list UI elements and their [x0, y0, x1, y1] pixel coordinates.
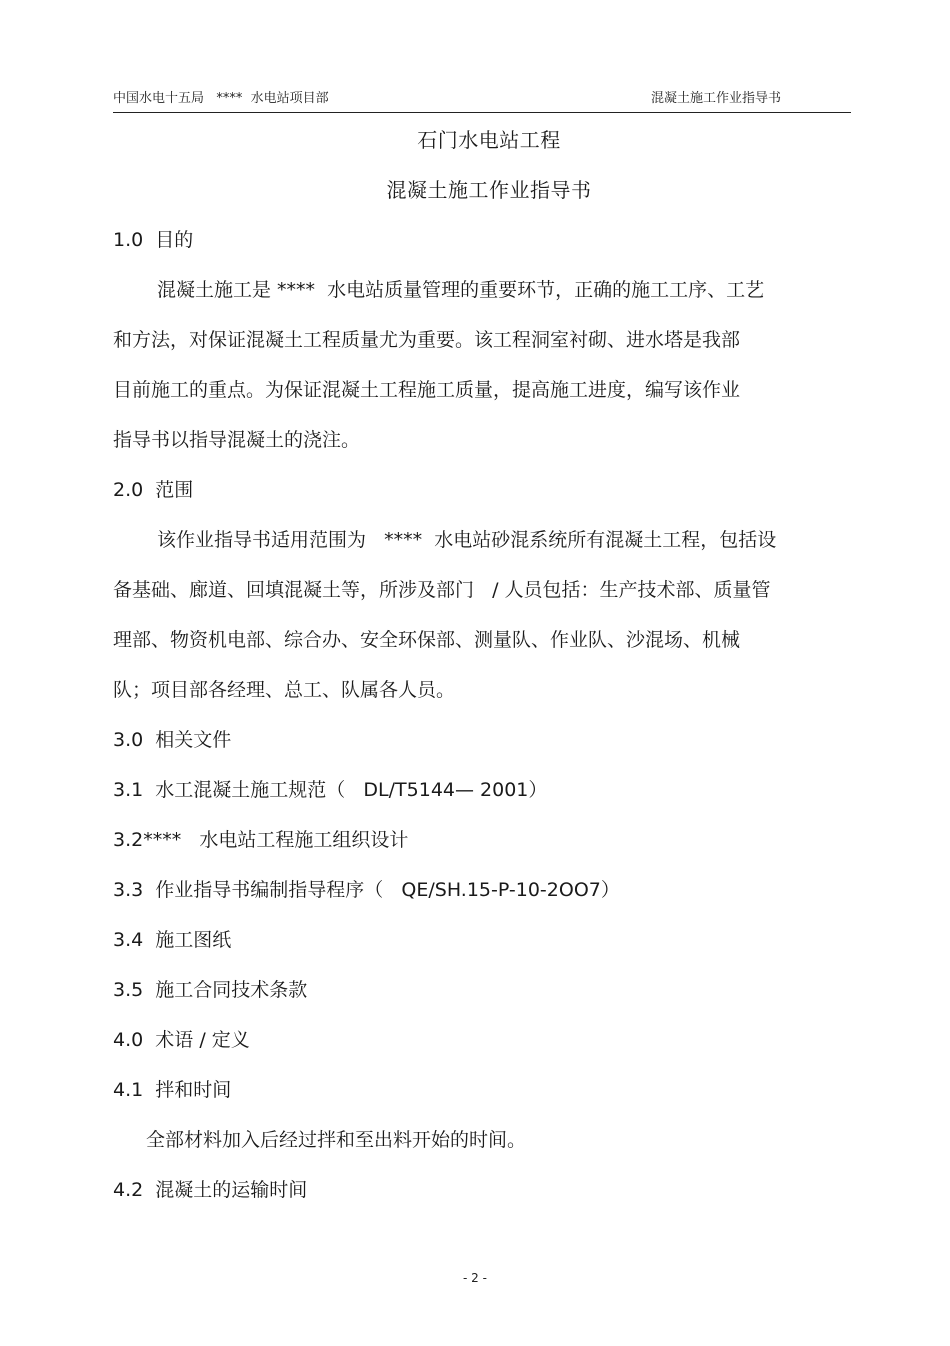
section-heading: 1.0 目的 — [113, 229, 194, 251]
reference-item: 3.5 施工合同技术条款 — [113, 979, 308, 1001]
project-title: 石门水电站工程 — [417, 128, 561, 152]
paragraph-line: 和方法，对保证混凝土工程质量尤为重要。该工程洞室衬砌、进水塔是我部 — [113, 329, 741, 351]
paragraph-line: 该作业指导书适用范围为 **** 水电站砂混系统所有混凝土工程，包括设 — [157, 529, 777, 551]
page-header — [113, 90, 851, 113]
reference-item: 3.4 施工图纸 — [113, 929, 232, 951]
document-title: 混凝土施工作业指导书 — [386, 178, 592, 202]
reference-item: 3.2**** 水电站工程施工组织设计 — [113, 829, 409, 851]
paragraph-line: 目前施工的重点。为保证混凝土工程施工质量，提高施工进度，编写该作业 — [113, 379, 741, 401]
paragraph-line: 队；项目部各经理、总工、队属各人员。 — [113, 679, 456, 701]
subsection-heading: 4.1 拌和时间 — [113, 1079, 232, 1101]
reference-item: 3.3 作业指导书编制指导程序（ QE/SH.15-P-10-2OO7） — [113, 879, 620, 901]
section-heading: 2.0 范围 — [113, 479, 194, 501]
section-heading: 3.0 相关文件 — [113, 729, 232, 751]
paragraph-line: 指导书以指导混凝土的浇注。 — [113, 429, 361, 451]
reference-item: 3.1 水工混凝土施工规范（ DL/T5144— 2001） — [113, 779, 548, 801]
subsection-heading: 4.2 混凝土的运输时间 — [113, 1179, 308, 1201]
paragraph-line: 全部材料加入后经过拌和至出料开始的时间。 — [146, 1129, 527, 1151]
header-organization: 中国水电十五局 **** 水电站项目部 — [113, 91, 329, 106]
paragraph-line: 理部、物资机电部、综合办、安全环保部、测量队、作业队、沙混场、机械 — [113, 629, 741, 651]
page-number: - 2 - — [463, 1271, 487, 1285]
section-heading: 4.0 术语 / 定义 — [113, 1029, 250, 1051]
header-document-name: 混凝土施工作业指导书 — [651, 91, 782, 106]
paragraph-line: 混凝土施工是 **** 水电站质量管理的重要环节，正确的施工工序、工艺 — [157, 279, 765, 301]
paragraph-line: 备基础、廊道、回填混凝土等，所涉及部门 / 人员包括：生产技术部、质量管 — [113, 579, 771, 601]
